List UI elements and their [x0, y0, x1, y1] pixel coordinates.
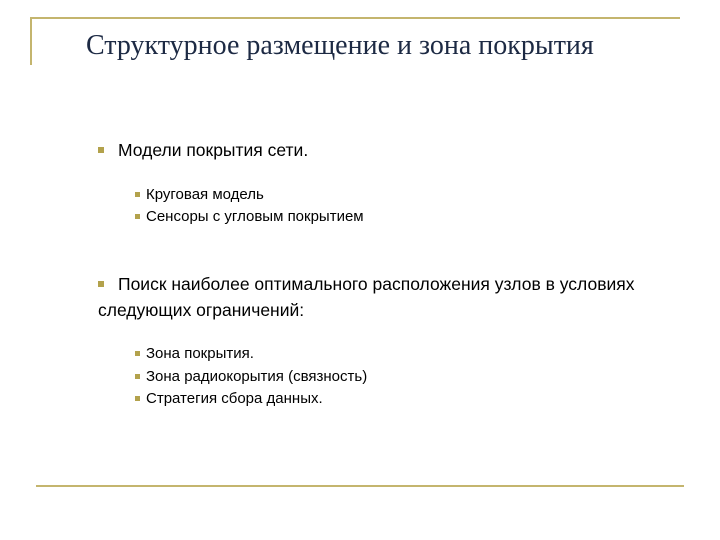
bottom-rule	[36, 485, 684, 487]
square-bullet-icon	[98, 147, 104, 153]
square-bullet-icon	[98, 281, 104, 287]
sub-bullet-item-1-1	[135, 184, 264, 206]
bullet-item-1	[98, 137, 308, 163]
sub-bullet-text: Зона покрытия.	[146, 345, 254, 362]
sub-bullet-text: Зона радиокорытия (связность)	[146, 368, 368, 385]
bullet-text-2: Поиск наиболее оптимального расположения узлов в условиях следующих ограничений:	[98, 274, 635, 320]
sub-bullet-text: Стратегия сбора данных.	[146, 390, 323, 407]
sub-bullet-item-2-3	[135, 388, 323, 410]
top-rule	[30, 17, 680, 19]
square-bullet-icon	[135, 192, 140, 197]
bullet-text-1: Модели покрытия сети.	[118, 140, 309, 160]
square-bullet-icon	[135, 351, 140, 356]
sub-bullet-item-1-2	[135, 206, 364, 228]
bullet-item-2	[98, 271, 658, 323]
left-rule	[30, 17, 32, 65]
slide-title: Структурное размещение и зона покрытия	[86, 30, 594, 61]
square-bullet-icon	[135, 396, 140, 401]
sub-bullet-text: Круговая модель	[146, 186, 264, 203]
sub-bullet-item-2-1	[135, 343, 254, 365]
square-bullet-icon	[135, 374, 140, 379]
square-bullet-icon	[135, 214, 140, 219]
sub-bullet-item-2-2	[135, 366, 367, 388]
sub-bullet-text: Сенсоры с угловым покрытием	[146, 208, 364, 225]
